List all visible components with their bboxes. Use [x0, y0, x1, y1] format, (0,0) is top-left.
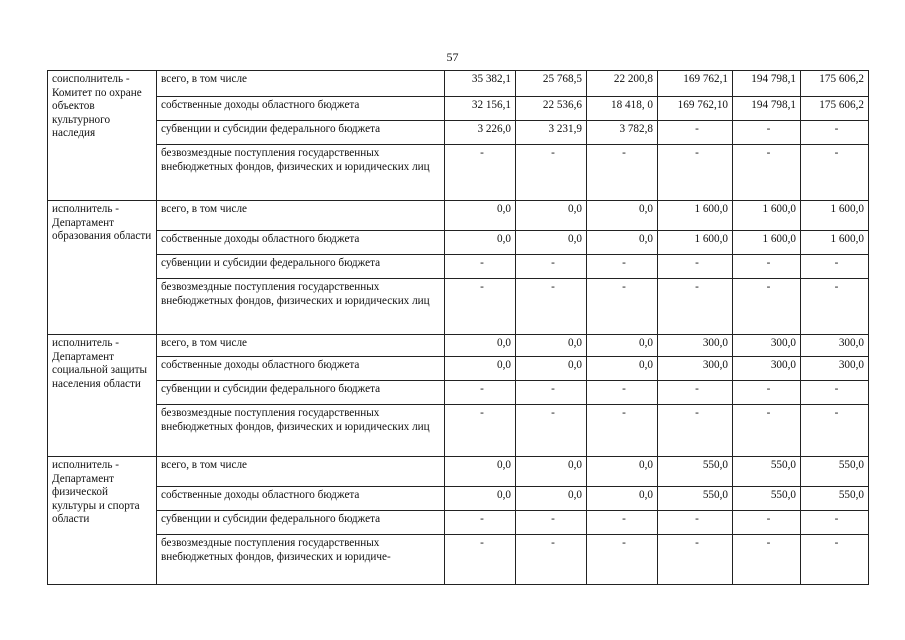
amount-cell: - — [516, 255, 587, 279]
amount-cell: - — [516, 145, 587, 201]
funding-source-cell: всего, в том числе — [157, 457, 445, 487]
amount-cell: 175 606,2 — [801, 97, 869, 121]
table-body — [48, 71, 869, 585]
amount-cell: - — [445, 405, 516, 457]
funding-source-cell: субвенции и субсидии федерального бюджета — [157, 381, 445, 405]
amount-cell: - — [445, 279, 516, 335]
table-row — [48, 457, 869, 487]
amount-cell: - — [587, 511, 658, 535]
amount-cell: - — [733, 279, 801, 335]
amount-cell: 300,0 — [733, 335, 801, 357]
budget-table — [47, 70, 869, 585]
amount-cell: 0,0 — [445, 357, 516, 381]
amount-cell: 0,0 — [516, 231, 587, 255]
amount-cell: 0,0 — [516, 457, 587, 487]
amount-cell: 3 782,8 — [587, 121, 658, 145]
amount-cell: - — [587, 405, 658, 457]
funding-source-cell: безвозмездные поступления государственных внебюджетных фондов, физических и юридических лиц — [157, 279, 445, 335]
responsible-party-cell: исполнитель - Департамент образования области — [48, 201, 157, 335]
amount-cell: 32 156,1 — [445, 97, 516, 121]
amount-cell: 550,0 — [801, 487, 869, 511]
amount-cell: 1 600,0 — [658, 231, 733, 255]
table-row — [48, 255, 869, 279]
amount-cell: - — [733, 145, 801, 201]
amount-cell: 1 600,0 — [733, 201, 801, 231]
amount-cell: - — [445, 145, 516, 201]
amount-cell: 550,0 — [658, 457, 733, 487]
amount-cell: 3 231,9 — [516, 121, 587, 145]
table-row — [48, 381, 869, 405]
amount-cell: 18 418, 0 — [587, 97, 658, 121]
table-row — [48, 487, 869, 511]
amount-cell: 550,0 — [801, 457, 869, 487]
amount-cell: - — [733, 405, 801, 457]
amount-cell: 0,0 — [445, 231, 516, 255]
amount-cell: 1 600,0 — [658, 201, 733, 231]
amount-cell: - — [587, 535, 658, 585]
amount-cell: 22 536,6 — [516, 97, 587, 121]
amount-cell: 1 600,0 — [801, 231, 869, 255]
amount-cell: 0,0 — [587, 357, 658, 381]
amount-cell: 550,0 — [733, 487, 801, 511]
amount-cell: 194 798,1 — [733, 71, 801, 97]
funding-source-cell: безвозмездные поступления государственных внебюджетных фондов, физических и юридических лиц — [157, 405, 445, 457]
amount-cell: 0,0 — [445, 335, 516, 357]
amount-cell: 0,0 — [587, 335, 658, 357]
amount-cell: - — [801, 121, 869, 145]
amount-cell: 300,0 — [801, 335, 869, 357]
amount-cell: 35 382,1 — [445, 71, 516, 97]
amount-cell: - — [587, 145, 658, 201]
amount-cell: - — [658, 121, 733, 145]
amount-cell: 169 762,1 — [658, 71, 733, 97]
amount-cell: - — [445, 255, 516, 279]
funding-source-cell: всего, в том числе — [157, 71, 445, 97]
amount-cell: - — [801, 381, 869, 405]
amount-cell: 1 600,0 — [801, 201, 869, 231]
amount-cell: 300,0 — [801, 357, 869, 381]
table-row — [48, 121, 869, 145]
amount-cell: 0,0 — [516, 335, 587, 357]
amount-cell: 1 600,0 — [733, 231, 801, 255]
table-row — [48, 71, 869, 97]
amount-cell: - — [733, 535, 801, 585]
amount-cell: - — [445, 381, 516, 405]
funding-source-cell: собственные доходы областного бюджета — [157, 231, 445, 255]
amount-cell: 550,0 — [658, 487, 733, 511]
table-row — [48, 357, 869, 381]
table-row — [48, 405, 869, 457]
amount-cell: - — [801, 279, 869, 335]
amount-cell: - — [658, 381, 733, 405]
funding-source-cell: всего, в том числе — [157, 201, 445, 231]
amount-cell: 3 226,0 — [445, 121, 516, 145]
amount-cell: - — [516, 535, 587, 585]
amount-cell: - — [587, 279, 658, 335]
amount-cell: 194 798,1 — [733, 97, 801, 121]
page-number: 57 — [446, 50, 459, 64]
amount-cell: 0,0 — [516, 487, 587, 511]
amount-cell: 0,0 — [587, 457, 658, 487]
amount-cell: 550,0 — [733, 457, 801, 487]
amount-cell: - — [658, 511, 733, 535]
amount-cell: 0,0 — [587, 231, 658, 255]
amount-cell: - — [801, 255, 869, 279]
amount-cell: - — [658, 405, 733, 457]
table-row — [48, 145, 869, 201]
funding-source-cell: безвозмездные поступления государственных внебюджетных фондов, физических и юридиче- — [157, 535, 445, 585]
amount-cell: 22 200,8 — [587, 71, 658, 97]
amount-cell: - — [733, 255, 801, 279]
amount-cell: - — [587, 255, 658, 279]
funding-source-cell: субвенции и субсидии федерального бюджета — [157, 121, 445, 145]
amount-cell: - — [801, 511, 869, 535]
responsible-party-cell: соисполнитель - Комитет по охране объектов культурного наследия — [48, 71, 157, 201]
table-row — [48, 511, 869, 535]
amount-cell: - — [516, 279, 587, 335]
funding-source-cell: собственные доходы областного бюджета — [157, 97, 445, 121]
amount-cell: 175 606,2 — [801, 71, 869, 97]
amount-cell: 25 768,5 — [516, 71, 587, 97]
amount-cell: 0,0 — [445, 201, 516, 231]
amount-cell: - — [658, 535, 733, 585]
amount-cell: - — [658, 279, 733, 335]
amount-cell: 0,0 — [587, 487, 658, 511]
table-row — [48, 335, 869, 357]
amount-cell: - — [445, 535, 516, 585]
amount-cell: - — [516, 381, 587, 405]
responsible-party-cell: исполнитель - Департамент физической культуры и спорта области — [48, 457, 157, 585]
amount-cell: - — [733, 121, 801, 145]
amount-cell: - — [587, 381, 658, 405]
amount-cell: 0,0 — [445, 487, 516, 511]
amount-cell: - — [445, 511, 516, 535]
funding-source-cell: всего, в том числе — [157, 335, 445, 357]
responsible-party-cell: исполнитель - Департамент социальной защиты населения области — [48, 335, 157, 457]
amount-cell: 0,0 — [516, 201, 587, 231]
table-row — [48, 97, 869, 121]
funding-source-cell: субвенции и субсидии федерального бюджета — [157, 255, 445, 279]
amount-cell: - — [801, 405, 869, 457]
funding-source-cell: собственные доходы областного бюджета — [157, 487, 445, 511]
amount-cell: 300,0 — [658, 357, 733, 381]
amount-cell: 0,0 — [445, 457, 516, 487]
amount-cell: 0,0 — [516, 357, 587, 381]
amount-cell: - — [801, 535, 869, 585]
table-row — [48, 279, 869, 335]
amount-cell: 300,0 — [733, 357, 801, 381]
funding-source-cell: собственные доходы областного бюджета — [157, 357, 445, 381]
amount-cell: 300,0 — [658, 335, 733, 357]
funding-source-cell: субвенции и субсидии федерального бюджета — [157, 511, 445, 535]
amount-cell: - — [516, 511, 587, 535]
amount-cell: - — [733, 381, 801, 405]
table-row — [48, 201, 869, 231]
amount-cell: - — [516, 405, 587, 457]
funding-source-cell: безвозмездные поступления государственных внебюджетных фондов, физических и юридических лиц — [157, 145, 445, 201]
amount-cell: - — [658, 145, 733, 201]
amount-cell: 169 762,10 — [658, 97, 733, 121]
amount-cell: - — [733, 511, 801, 535]
table-row — [48, 231, 869, 255]
amount-cell: - — [658, 255, 733, 279]
amount-cell: - — [801, 145, 869, 201]
table-row — [48, 535, 869, 585]
amount-cell: 0,0 — [587, 201, 658, 231]
